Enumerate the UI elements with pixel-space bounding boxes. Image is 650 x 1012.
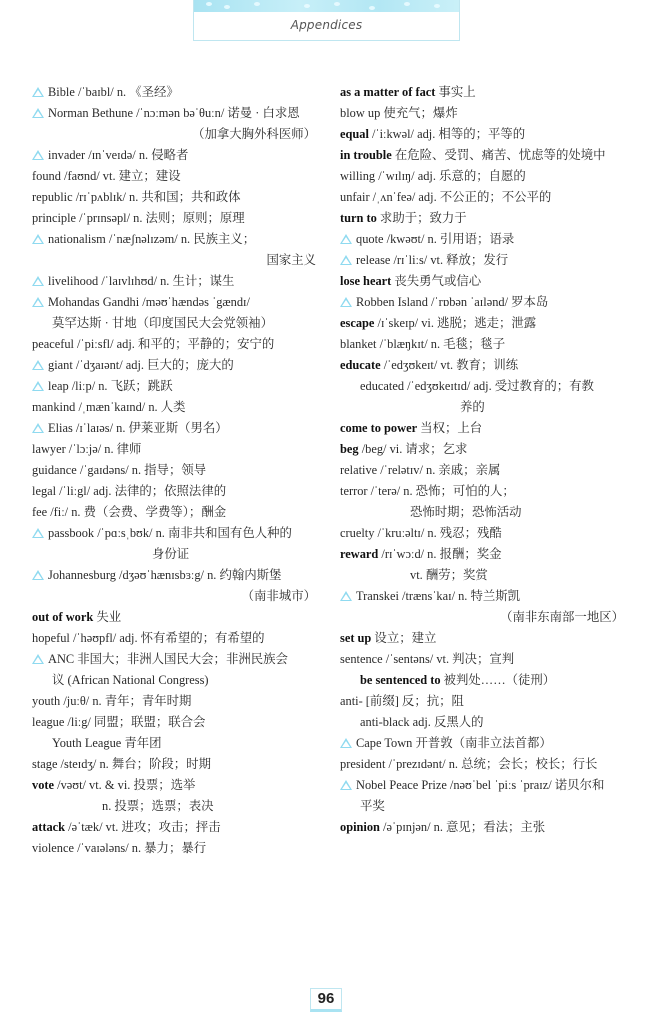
vocabulary-entry [340, 334, 630, 355]
new-word-triangle-icon [32, 360, 44, 370]
entry-text: stage /steɪdʒ/ n. 舞台；阶段；时期 [32, 757, 211, 771]
entry-text: Youth League 青年团 [52, 736, 162, 750]
vocabulary-entry [340, 82, 630, 103]
entry-continuation [32, 250, 322, 271]
vocabulary-entry [32, 691, 322, 712]
entry-text: livelihood /ˈlaɪvlɪhʊd/ n. 生计；谋生 [48, 274, 235, 288]
entry-text: blanket /ˈblæŋkɪt/ n. 毛毯；毯子 [340, 337, 506, 351]
entry-text: principle /ˈprɪnsəpl/ n. 法则；原则；原理 [32, 211, 245, 225]
vocabulary-entry [32, 817, 322, 838]
entry-text: Elias /ɪˈlaɪəs/ n. 伊莱亚斯（男名） [48, 421, 228, 435]
entry-text: giant /ˈdʒaɪənt/ adj. 巨大的；庞大的 [48, 358, 234, 372]
entry-text: Norman Bethune /ˈnɔːmən bəˈθuːn/ 诺曼 · 白求恩 [48, 106, 300, 120]
vocabulary-entry [32, 166, 322, 187]
entry-text: president /ˈprezɪdənt/ n. 总统；会长；校长；行长 [340, 757, 598, 771]
vocabulary-entry [340, 166, 630, 187]
vocabulary-entry [32, 523, 322, 544]
entry-text: league /liːg/ 同盟；联盟；联合会 [32, 715, 206, 729]
vocabulary-entry [340, 775, 630, 796]
vocabulary-entry [32, 376, 322, 397]
vocabulary-entry [340, 145, 630, 166]
vocabulary-entry [32, 82, 322, 103]
new-word-triangle-icon [32, 570, 44, 580]
vocabulary-entry [32, 208, 322, 229]
entry-continuation [340, 397, 630, 418]
vocabulary-entry [32, 292, 322, 313]
entry-text: relative /ˈrelətɪv/ n. 亲戚；亲属 [340, 463, 501, 477]
entry-text: Robben Island /ˈrɒbən ˈaɪlənd/ 罗本岛 [356, 295, 549, 309]
vocabulary-entry [32, 397, 322, 418]
headword: come to power [340, 421, 418, 435]
entry-text: 设立；建立 [371, 631, 437, 645]
entry-text: ANC 非国大；非洲人国民大会；非洲民族会 [48, 652, 288, 666]
vocabulary-entry [340, 208, 630, 229]
vocabulary-entry [32, 481, 322, 502]
entry-text: fee /fiː/ n. 费（会费、学费等）；酬金 [32, 505, 227, 519]
entry-text: youth /juːθ/ n. 青年；青年时期 [32, 694, 192, 708]
entry-text: /vəʊt/ vt. & vi. 投票；选举 [54, 778, 196, 792]
vocabulary-entry [340, 586, 630, 607]
vocabulary-entry [340, 355, 630, 376]
vocabulary-entry [340, 292, 630, 313]
vocabulary-entry [32, 103, 322, 124]
headword: attack [32, 820, 66, 834]
entry-text: educated /ˈedʒʊkeɪtɪd/ adj. 受过教育的；有教 [360, 379, 594, 393]
entry-text: republic /rɪˈpʌblɪk/ n. 共和国；共和政体 [32, 190, 241, 204]
entry-text: passbook /ˈpɑːsˌbʊk/ n. 南非共和国有色人种的 [48, 526, 292, 540]
entry-text: 恐怖时期；恐怖活动 [410, 505, 522, 519]
entry-text: Transkei /trænsˈkaɪ/ n. 特兰斯凯 [356, 589, 521, 603]
new-word-triangle-icon [32, 108, 44, 118]
entry-text: found /faʊnd/ vt. 建立；建设 [32, 169, 181, 183]
entry-continuation [32, 670, 322, 691]
headword: turn to [340, 211, 377, 225]
vocabulary-entry [340, 187, 630, 208]
entry-text: Bible /ˈbaɪbl/ n. 《圣经》 [48, 85, 179, 99]
headword: set up [340, 631, 372, 645]
entry-continuation [32, 733, 322, 754]
new-word-triangle-icon [32, 87, 44, 97]
entry-text: sentence /ˈsentəns/ vt. 判决；宣判 [340, 652, 515, 666]
headword: as a matter of fact [340, 85, 436, 99]
entry-text: nationalism /ˈnæʃnəlɪzəm/ n. 民族主义； [48, 232, 256, 246]
vocabulary-entry [340, 544, 630, 565]
vocabulary-entry [32, 355, 322, 376]
vocabulary-entry [32, 460, 322, 481]
vocabulary-entry [32, 628, 322, 649]
vocabulary-column-right [340, 82, 630, 838]
vocabulary-entry [340, 439, 630, 460]
entry-text: /əˈtæk/ vt. 进攻；攻击；抨击 [65, 820, 221, 834]
headword: be sentenced to [360, 673, 441, 687]
vocabulary-entry [32, 754, 322, 775]
entry-text: 平奖 [360, 799, 385, 813]
entry-text: 求助于；致力于 [376, 211, 467, 225]
entry-text: （加拿大胸外科医师） [192, 127, 316, 141]
entry-continuation [340, 376, 630, 397]
vocabulary-column-left [32, 82, 322, 859]
vocabulary-entry [32, 439, 322, 460]
entry-text: vt. 酬劳；奖赏 [410, 568, 488, 582]
headword: escape [340, 316, 375, 330]
entry-text: Cape Town 开普敦（南非立法首都） [356, 736, 552, 750]
new-word-triangle-icon [340, 738, 352, 748]
entry-text: quote /kwəʊt/ n. 引用语；语录 [356, 232, 515, 246]
entry-text: blow up 使充气；爆炸 [340, 106, 458, 120]
vocabulary-entry [340, 649, 630, 670]
entry-continuation [32, 124, 322, 145]
new-word-triangle-icon [340, 297, 352, 307]
entry-text: /rɪˈwɔːd/ n. 报酬；奖金 [378, 547, 502, 561]
vocabulary-entry [32, 838, 322, 859]
vocabulary-entry [340, 250, 630, 271]
headword: lose heart [340, 274, 392, 288]
new-word-triangle-icon [32, 297, 44, 307]
entry-text: peaceful /ˈpiːsfl/ adj. 和平的；平静的；安宁的 [32, 337, 275, 351]
new-word-triangle-icon [340, 780, 352, 790]
entry-text: leap /liːp/ n. 飞跃；跳跃 [48, 379, 173, 393]
entry-text: Nobel Peace Prize /nəʊˈbel ˈpiːs ˈpraɪz/ 诺贝尔和 [356, 778, 605, 792]
entry-continuation [32, 313, 322, 334]
vocabulary-entry [32, 145, 322, 166]
new-word-triangle-icon [32, 528, 44, 538]
vocabulary-entry [32, 229, 322, 250]
headword: vote [32, 778, 55, 792]
entry-text: 身份证 [152, 547, 190, 561]
vocabulary-entry [340, 481, 630, 502]
vocabulary-entry [340, 523, 630, 544]
vocabulary-entry [340, 103, 630, 124]
vocabulary-entry [340, 691, 630, 712]
headword: reward [340, 547, 379, 561]
header-decorative-band [194, 0, 459, 12]
entry-continuation [340, 502, 630, 523]
entry-text: willing /ˈwɪlɪŋ/ adj. 乐意的；自愿的 [340, 169, 526, 183]
entry-text: 事实上 [435, 85, 476, 99]
entry-text: terror /ˈterə/ n. 恐怖；可怕的人； [340, 484, 515, 498]
entry-text: 议 (African National Congress) [52, 673, 209, 687]
new-word-triangle-icon [340, 591, 352, 601]
new-word-triangle-icon [32, 654, 44, 664]
entry-continuation [32, 796, 322, 817]
entry-text: 当权；上台 [417, 421, 483, 435]
entry-text: legal /ˈliːgl/ adj. 法律的；依照法律的 [32, 484, 227, 498]
vocabulary-entry [340, 817, 630, 838]
entry-text: guidance /ˈgaɪdəns/ n. 指导；领导 [32, 463, 207, 477]
headword: equal [340, 127, 369, 141]
page-header [193, 0, 460, 41]
entry-text: cruelty /ˈkruːəltɪ/ n. 残忍；残酷 [340, 526, 502, 540]
entry-text: 被判处……（徒刑） [440, 673, 556, 687]
vocabulary-entry [340, 628, 630, 649]
vocabulary-entry [340, 271, 630, 292]
vocabulary-entry [32, 418, 322, 439]
new-word-triangle-icon [340, 234, 352, 244]
vocabulary-entry [340, 754, 630, 775]
vocabulary-entry [340, 733, 630, 754]
new-word-triangle-icon [32, 276, 44, 286]
vocabulary-entry [340, 124, 630, 145]
new-word-triangle-icon [32, 381, 44, 391]
entry-text: release /rɪˈliːs/ vt. 释放；发行 [356, 253, 509, 267]
vocabulary-entry [340, 418, 630, 439]
headword: in trouble [340, 148, 392, 162]
entry-continuation [32, 586, 322, 607]
entry-text: invader /ɪnˈveɪdə/ n. 侵略者 [48, 148, 189, 162]
entry-text: mankind /ˌmænˈkaɪnd/ n. 人类 [32, 400, 186, 414]
entry-text: Mohandas Gandhi /məʊˈhændəs ˈgændɪ/ [48, 295, 250, 309]
page-number: 96 [310, 988, 342, 1012]
entry-text: /ˈedʒʊkeɪt/ vt. 教育；训练 [380, 358, 519, 372]
entry-text: unfair /ˌʌnˈfeə/ adj. 不公正的；不公平的 [340, 190, 552, 204]
headword: out of work [32, 610, 94, 624]
section-title: Appendices [290, 18, 363, 32]
vocabulary-entry [32, 565, 322, 586]
entry-text: /ˈiːkwəl/ adj. 相等的；平等的 [368, 127, 526, 141]
headword: educate [340, 358, 381, 372]
entry-text: （南非东南部一地区） [500, 610, 624, 624]
new-word-triangle-icon [32, 150, 44, 160]
entry-text: violence /ˈvaɪələns/ n. 暴力；暴行 [32, 841, 207, 855]
entry-continuation [340, 607, 630, 628]
new-word-triangle-icon [32, 234, 44, 244]
entry-text: 国家主义 [266, 253, 316, 267]
vocabulary-entry [32, 334, 322, 355]
entry-text: /ɪˈskeɪp/ vi. 逃脱；逃走；泄露 [374, 316, 537, 330]
vocabulary-entry [32, 187, 322, 208]
entry-continuation [32, 544, 322, 565]
entry-text: hopeful /ˈhəʊpfl/ adj. 怀有希望的；有希望的 [32, 631, 265, 645]
entry-text: anti- [前缀] 反；抗；阻 [340, 694, 464, 708]
vocabulary-entry [32, 712, 322, 733]
vocabulary-entry [32, 775, 322, 796]
entry-text: /əˈpɪnjən/ n. 意见；看法；主张 [379, 820, 546, 834]
entry-text: Johannesburg /dʒəʊˈhænɪsbɜːg/ n. 约翰内斯堡 [48, 568, 282, 582]
entry-text: 失业 [93, 610, 122, 624]
entry-text: 莫罕达斯 · 甘地（印度国民大会党领袖） [52, 316, 273, 330]
vocabulary-entry [340, 460, 630, 481]
entry-continuation [340, 565, 630, 586]
new-word-triangle-icon [340, 255, 352, 265]
entry-text: lawyer /ˈlɔːjə/ n. 律师 [32, 442, 142, 456]
entry-text: 在危险、受罚、痛苦、忧虑等的处境中 [391, 148, 606, 162]
entry-text: anti-black adj. 反黑人的 [360, 715, 484, 729]
vocabulary-entry [340, 313, 630, 334]
entry-text: 养的 [460, 400, 485, 414]
vocabulary-entry [32, 271, 322, 292]
entry-text: n. 投票；选票；表决 [102, 799, 214, 813]
entry-continuation [340, 712, 630, 733]
vocabulary-entry [32, 502, 322, 523]
entry-text: /beg/ vi. 请求；乞求 [358, 442, 468, 456]
entry-continuation [340, 670, 630, 691]
entry-text: （南非城市） [241, 589, 316, 603]
entry-continuation [340, 796, 630, 817]
vocabulary-entry [340, 229, 630, 250]
headword: beg [340, 442, 359, 456]
new-word-triangle-icon [32, 423, 44, 433]
vocabulary-entry [32, 607, 322, 628]
vocabulary-entry [32, 649, 322, 670]
entry-text: 丧失勇气或信心 [391, 274, 482, 288]
headword: opinion [340, 820, 380, 834]
